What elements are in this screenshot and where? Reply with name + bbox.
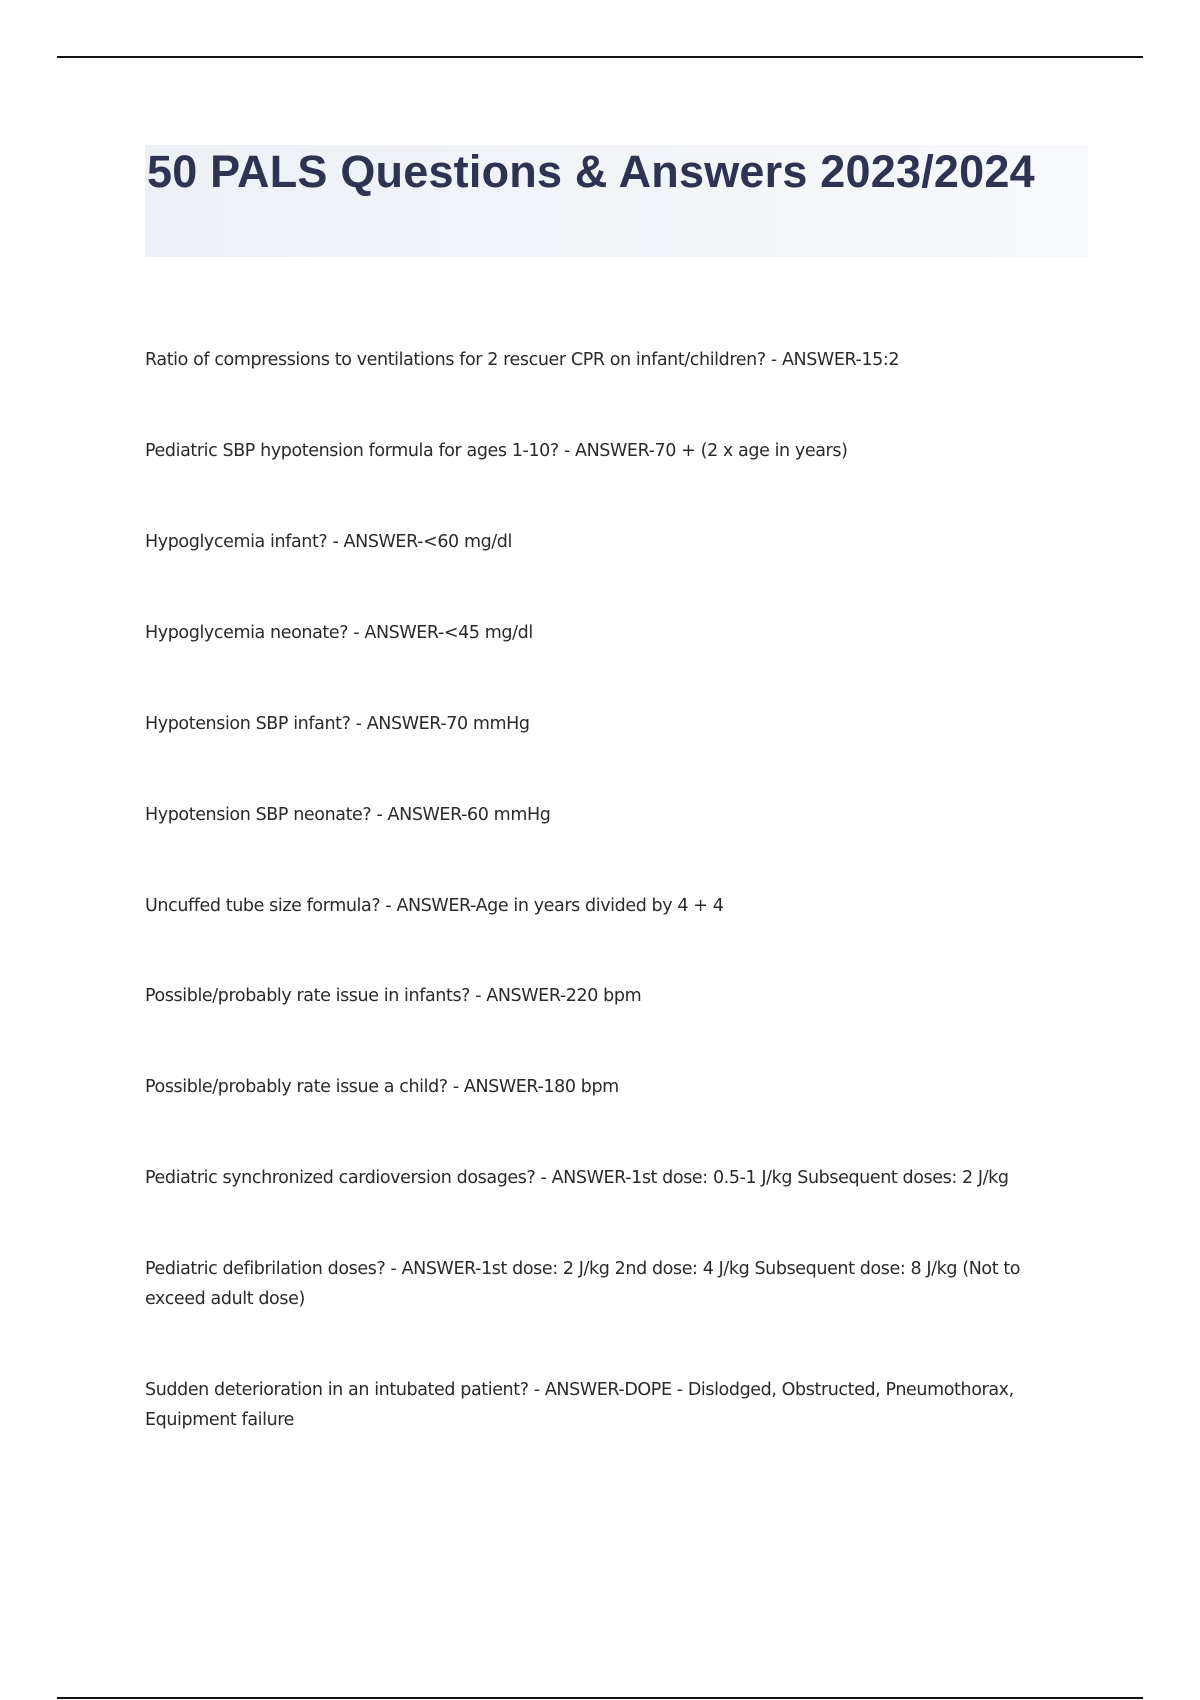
qa-item-6: Hypotension SBP neonate? - ANSWER-60 mmHg xyxy=(145,805,551,825)
qa-item-5: Hypotension SBP infant? - ANSWER-70 mmHg xyxy=(145,714,530,734)
qa-item-3: Hypoglycemia infant? - ANSWER-<60 mg/dl xyxy=(145,532,512,552)
qa-item-10: Pediatric synchronized cardioversion dosages? - ANSWER-1st dose: 0.5-1 J/kg Subsequent doses: 2 J/kg xyxy=(145,1168,1009,1188)
qa-item-9: Possible/probably rate issue a child? - ANSWER-180 bpm xyxy=(145,1077,619,1097)
document-title: 50 PALS Questions & Answers 2023/2024 xyxy=(147,146,1035,197)
qa-item-12: Sudden deterioration in an intubated patient? - ANSWER-DOPE - Dislodged, Obstructed, Pneumothorax, Equipment failure xyxy=(145,1380,1014,1430)
top-rule xyxy=(57,56,1143,58)
qa-item-11: Pediatric defibrilation doses? - ANSWER-1st dose: 2 J/kg 2nd dose: 4 J/kg Subsequent dose: 8 J/kg (Not to exceed adult dose) xyxy=(145,1259,1021,1309)
bottom-rule xyxy=(57,1697,1143,1699)
qa-item-2: Pediatric SBP hypotension formula for ages 1-10? - ANSWER-70 + (2 x age in years) xyxy=(145,441,848,461)
qa-item-8: Possible/probably rate issue in infants? - ANSWER-220 bpm xyxy=(145,986,642,1006)
qa-item-1: Ratio of compressions to ventilations for 2 rescuer CPR on infant/children? - ANSWER-15:2 xyxy=(145,350,900,370)
qa-item-4: Hypoglycemia neonate? - ANSWER-<45 mg/dl xyxy=(145,623,533,643)
qa-item-7: Uncuffed tube size formula? - ANSWER-Age in years divided by 4 + 4 xyxy=(145,896,724,916)
